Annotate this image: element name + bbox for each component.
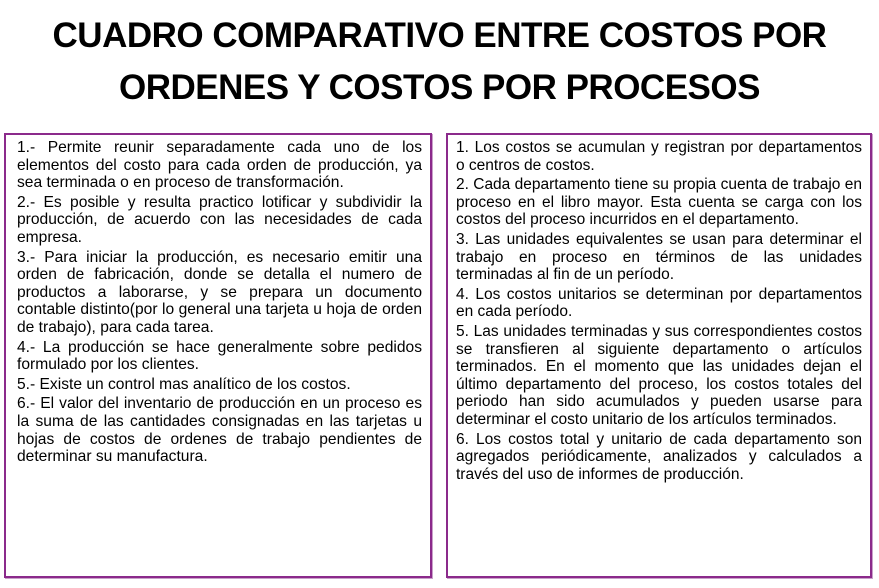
procesos-item: 5. Las unidades terminadas y sus correspondientes costos se transfieren al siguiente departamento o artículos terminados. En el momento que las unidades dejan el último departamento del proceso, los costos totales del periodo han sido acumulados y pueden usarse para determinar el costo unitario de los artículos terminados. xyxy=(456,322,862,428)
page-title xyxy=(0,10,879,114)
procesos-item: 1. Los costos se acumulan y registran por departamentos o centros de costos. xyxy=(456,139,862,174)
procesos-item: 6. Los costos total y unitario de cada departamento son agregados periódicamente, analizados y calculados a través del uso de informes de producción. xyxy=(456,430,862,483)
title-line-1: CUADRO COMPARATIVO ENTRE COSTOS POR xyxy=(52,16,827,55)
ordenes-item: 3.- Para iniciar la producción, es necesario emitir una orden de fabricación, donde se detalla el numero de productos a laborarse, y se prepara un documento contable distinto(por lo general una tarjeta u hoja de orden de trabajo), para cada tarea. xyxy=(17,248,422,336)
procesos-item: 2. Cada departamento tiene su propia cuenta de trabajo en proceso en el libro mayor. Esta cuenta se carga con los costos del proceso incurridos en el departamento. xyxy=(456,176,862,229)
ordenes-item: 1.- Permite reunir separadamente cada uno de los elementos del costo para cada orden de producción, ya sea terminada o en proceso de transformación. xyxy=(17,139,422,192)
procesos-item: 4. Los costos unitarios se determinan por departamentos en cada período. xyxy=(456,285,862,321)
ordenes-item: 2.- Es posible y resulta practico lotificar y subdividir la producción, de acuerdo con las necesidades de cada empresa. xyxy=(17,193,422,246)
title-line-2: ORDENES Y COSTOS POR PROCESOS xyxy=(119,68,760,107)
procesos-column xyxy=(446,133,872,578)
ordenes-column xyxy=(4,133,432,578)
ordenes-item: 6.- El valor del inventario de producción en un proceso es la suma de las cantidades consignadas en las tarjetas u hojas de costos de ordenes de trabajo pendientes de determinar su manufactura. xyxy=(17,395,422,466)
ordenes-item: 5.- Existe un control mas analítico de los costos. xyxy=(17,375,351,393)
ordenes-item: 4.- La producción se hace generalmente sobre pedidos formulado por los clientes. xyxy=(17,338,422,374)
procesos-item: 3. Las unidades equivalentes se usan para determinar el trabajo en proceso en términos de las unidades terminadas al fin de un período. xyxy=(456,230,862,284)
